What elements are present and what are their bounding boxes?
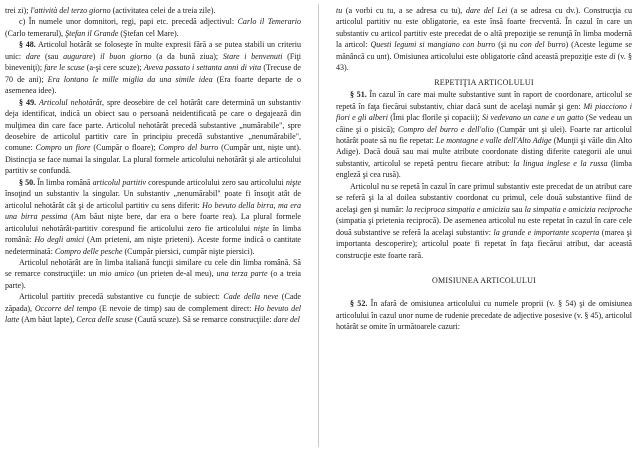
spacer (336, 261, 632, 272)
section-51: § 51. În cazul în care mai multe substantive sunt în raport de coordonare, articolul se repetă în faţa fiecărui substantiv, chiar dacă sunt de acelaşi număr şi gen: Mi piacciono i fiori e gli alberi (Îmi plac florile şi copacii); Si vedevano un cane e un gatto (Se vedeau un câine şi o pisică); Compro del burro e dell'olio (Cumpăr unt şi ulei). Foarte rar articolul hotărât poate să nu fie repetat: Le montagne e valle dell'Alto Adige (Munţii şi văile din Alto Adige). Dacă două sau mai multe atribute coordonate disting diferite categorii ale unui substantiv, articolul se repetă pentru fiecare atribut: la lingua inglese e la russa (limba engleză şi cea rusă). (336, 90, 633, 180)
section-48: § 48. Articolul hotărât se foloseşte în multe expresii fără a se putea stabili un criteriu unic: dare (sau augurare) il buon giorno (a da bună ziua); Stare i benvenuti (Fiţi bineveniţi); fare le scuse (a-şi cere scuze); Aveva passato i settanta anni di vita (Trecuse de 70 de ani); Era lontano le mille miglia da una simile idea (Era foarte departe de o asemenea idee). (5, 40, 301, 96)
right-column (336, 5, 632, 333)
spacer (336, 287, 632, 298)
column-divider (318, 4, 319, 447)
section-heading: OMISIUNEA ARTICOLULUI (431, 275, 537, 285)
paragraph-no-repetition: Articolul nu se repetă în cazul în care primul substantiv este precedat de un atribut care se referă şi la al doilea substantiv coordonat cu primul, cele două substantive fiind de acelaşi gen şi număr: la reciproca simpatia e amicizia sau la simpatia e amicizia reciproche (simpatia şi prietenia reciprocă). De asemenea articolul nu este repetat în cazul în care cele două substantive se referă la acelaşi substantiv: la grande e importante scoperta (marea şi importanta descoperire); articolul poate fi repetat în faţa fiecărui atribut, dar această construcţie este foarte rară. (336, 181, 633, 260)
paragraph-continued: tu (a vorbi cu tu, a se adresa cu tu), dare del Lei (a se adresa cu dv.). Construcţia cu articolul partitiv nu este obligatorie, ea este însă foarte frecventă. În cazul în care un substantiv cu articol partitiv este precedat de o altă prepoziţie se renunţă în limba modernă la articol: Questi legumi si mangiano con burro (şi nu con del burro) (Aceste legume se mănâncă cu unt). Omisiunea articolului este obligatorie când această prepoziţie este di (v. § 43). (336, 6, 633, 73)
paragraph-continued: trei zi); l'attività del terzo giorno (activitatea celei de a treia zile). (5, 6, 216, 15)
left-column (5, 5, 301, 326)
paragraph-indefinite-article: Articolul nehotărât are în limba italiană funcţii similare cu cele din limba română. Să se remarce construcţiile: un mio amico (un prieten de-al meu), una terza parte (o a treia parte). (5, 257, 301, 290)
paragraph-partitive-article: Articolul partitiv precedă substantive cu funcţie de subiect: Cade della neve (Cade zăpada), Occorre del tempo (E nevoie de timp) sau de complement direct: Ho bevuto del latte (Am băut lapte), Cerca delle scuse (Caută scuze). Să se remarce construcţiile: dare del (5, 292, 301, 325)
section-52: § 52. În afară de omisiunea articolului cu numele proprii (v. § 54) şi de omisiunea articolului în cazul unor nume de rudenie precedate de adjective posesive (v. § 45), articolul hotărât se omite în următoarele cazuri: (336, 299, 632, 332)
section-49: § 49. Articolul nehotărât, spre deosebire de cel hotărât care determină un substantiv deja identificat, indică un obiect sau o persoană neidentificată pe care o degajează din mulţimea din care face parte. Articolul nehotărât precedă substantive „numărabile", spre deosebire de articolul partitiv care în principiu precedă substantive „nenumărabile", comune: Compro un fiore (Cumpăr o floare); Compro del burro (Cumpăr unt, nişte unt). Distincţia se face numai la singular. La plural formele articolului nehotărât şi ale articolului partitiv se confundă. (5, 97, 302, 176)
section-50: § 50. În limba română articolul partitiv corespunde articolului zero sau articolului nişte însoţind un substantiv la singular. Un substantiv „nenumărabil" poate fi însoţit atât de articolul nehotărât cât şi de articolul partitiv cu sens diferit: Ho bevuto della birra, ma era una birra pessima (Am băut nişte bere, dar era o bere foarte rea). La plural formele articolului nehotărât-partitiv corespund fie articolului zero fie articolului nişte în limba română: Ho degli amici (Am prieteni, am nişte prieteni). Aceste forme indică o cantitate nedeterminată: Compro delle pesche (Cumpăr piersici, cumpăr nişte piersici). (5, 177, 302, 256)
paragraph-monarch-names: c) În numele unor domnitori, regi, papi etc. precedă adjectivul: Carlo il Temerario (Carlo temerarul), Ştefan il Grande (Ştefan cel Mare). (5, 17, 301, 38)
section-heading: REPETIŢIA ARTICOLULUI (434, 77, 534, 87)
